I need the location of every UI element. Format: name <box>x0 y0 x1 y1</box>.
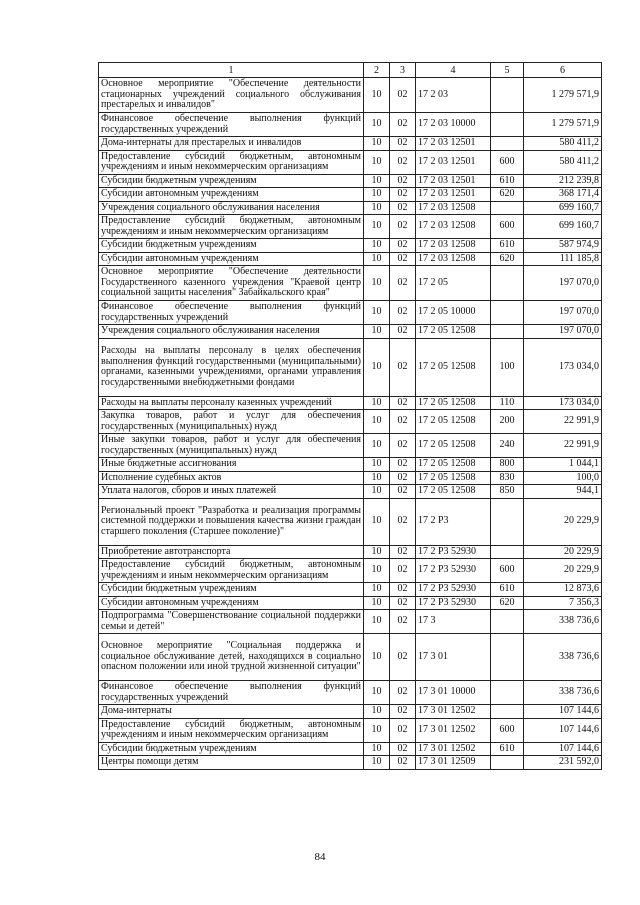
row-c6-cell: 368 171,4 <box>524 188 602 202</box>
row-c6-cell: 197 070,0 <box>524 301 602 325</box>
row-c2-cell: 10 <box>364 545 390 559</box>
row-c4-cell: 17 2 P3 <box>416 498 491 545</box>
row-c5-cell: 850 <box>491 485 524 499</box>
row-c5-cell: 600 <box>491 215 524 239</box>
row-c5-cell <box>491 325 524 339</box>
row-c3-cell: 02 <box>390 471 416 485</box>
row-name-cell: Закупка товаров, работ и услуг для обеспечения государственных (муниципальных) нужд <box>99 410 364 434</box>
row-c3-cell: 02 <box>390 301 416 325</box>
row-name-cell: Основное мероприятие "Социальная поддержка и социальное обслуживание детей, находящихся в социально опасном положении или иной трудной жизненной ситуации" <box>99 634 364 681</box>
row-c4-cell: 17 3 01 12502 <box>416 742 491 756</box>
row-c4-cell: 17 2 03 12501 <box>416 174 491 188</box>
row-c3-cell: 02 <box>390 215 416 239</box>
row-c2-cell: 10 <box>364 756 390 770</box>
table-row <box>99 410 602 434</box>
row-c2-cell: 10 <box>364 239 390 253</box>
row-c6-cell: 580 411,2 <box>524 137 602 151</box>
row-c4-cell: 17 2 05 12508 <box>416 471 491 485</box>
row-c5-cell: 600 <box>491 150 524 174</box>
row-c5-cell: 830 <box>491 471 524 485</box>
row-c6-cell: 944,1 <box>524 485 602 499</box>
row-c5-cell: 620 <box>491 596 524 610</box>
row-name-cell: Уплата налогов, сборов и иных платежей <box>99 485 364 499</box>
row-c3-cell: 02 <box>390 596 416 610</box>
row-c3-cell: 02 <box>390 545 416 559</box>
row-c5-cell: 600 <box>491 559 524 583</box>
row-c2-cell: 10 <box>364 301 390 325</box>
row-c2-cell: 10 <box>364 215 390 239</box>
row-c3-cell: 02 <box>390 485 416 499</box>
column-header: 6 <box>524 63 602 78</box>
row-c2-cell: 10 <box>364 596 390 610</box>
row-c2-cell: 10 <box>364 174 390 188</box>
row-c2-cell: 10 <box>364 338 390 396</box>
row-name-cell: Основное мероприятие "Обеспечение деятельности стационарных учреждений социального обслуживания престарелых и инвалидов" <box>99 78 364 113</box>
row-c4-cell: 17 2 05 <box>416 266 491 301</box>
table-row <box>99 634 602 681</box>
row-c5-cell: 110 <box>491 396 524 410</box>
row-name-cell: Субсидии автономным учреждениям <box>99 252 364 266</box>
row-c5-cell <box>491 266 524 301</box>
row-c5-cell: 610 <box>491 239 524 253</box>
row-c3-cell: 02 <box>390 188 416 202</box>
row-c4-cell: 17 2 05 12508 <box>416 410 491 434</box>
row-c3-cell: 02 <box>390 78 416 113</box>
row-c3-cell: 02 <box>390 239 416 253</box>
row-c6-cell: 580 411,2 <box>524 150 602 174</box>
row-name-cell: Предоставление субсидий бюджетным, автономным учреждениям и иным некоммерческим организациям <box>99 718 364 742</box>
row-c6-cell: 338 736,6 <box>524 634 602 681</box>
row-c4-cell: 17 2 03 12508 <box>416 201 491 215</box>
row-c6-cell: 107 144,6 <box>524 742 602 756</box>
table-row <box>99 681 602 705</box>
row-c5-cell <box>491 301 524 325</box>
row-name-cell: Расходы на выплаты персоналу в целях обеспечения выполнения функций государственными (муниципальными) органами, казенными учреждениями, органами управления государственными внебюджетными фондами <box>99 338 364 396</box>
row-c3-cell: 02 <box>390 396 416 410</box>
row-c4-cell: 17 2 03 12508 <box>416 252 491 266</box>
row-c2-cell: 10 <box>364 458 390 472</box>
row-c2-cell: 10 <box>364 471 390 485</box>
table-row <box>99 174 602 188</box>
row-c2-cell: 10 <box>364 266 390 301</box>
row-name-cell: Основное мероприятие "Обеспечение деятельности Государственного казенного учреждения "Краевой центр социальной защиты населения" Забайкальского края" <box>99 266 364 301</box>
row-c5-cell: 800 <box>491 458 524 472</box>
table-row <box>99 150 602 174</box>
row-c3-cell: 02 <box>390 410 416 434</box>
row-name-cell: Центры помощи детям <box>99 756 364 770</box>
row-name-cell: Дома-интернаты <box>99 705 364 719</box>
row-c4-cell: 17 2 03 <box>416 78 491 113</box>
table-row <box>99 201 602 215</box>
table-row <box>99 498 602 545</box>
table-row <box>99 545 602 559</box>
table-row <box>99 252 602 266</box>
row-c6-cell: 212 239,8 <box>524 174 602 188</box>
row-c3-cell: 02 <box>390 583 416 597</box>
row-c2-cell: 10 <box>364 150 390 174</box>
row-c4-cell: 17 2 05 12508 <box>416 325 491 339</box>
row-name-cell: Субсидии бюджетным учреждениям <box>99 742 364 756</box>
row-c5-cell: 620 <box>491 188 524 202</box>
row-c6-cell: 699 160,7 <box>524 201 602 215</box>
table-row <box>99 718 602 742</box>
row-c4-cell: 17 2 03 12508 <box>416 239 491 253</box>
row-c5-cell: 200 <box>491 410 524 434</box>
row-c6-cell: 173 034,0 <box>524 396 602 410</box>
table-row <box>99 756 602 770</box>
row-c5-cell <box>491 610 524 634</box>
row-c4-cell: 17 2 03 12501 <box>416 188 491 202</box>
row-c6-cell: 197 070,0 <box>524 266 602 301</box>
row-c6-cell: 111 185,8 <box>524 252 602 266</box>
table-row <box>99 78 602 113</box>
row-c6-cell: 1 279 571,9 <box>524 113 602 137</box>
row-c5-cell: 240 <box>491 434 524 458</box>
row-c6-cell: 107 144,6 <box>524 705 602 719</box>
row-c3-cell: 02 <box>390 610 416 634</box>
table-row <box>99 239 602 253</box>
row-c4-cell: 17 2 P3 52930 <box>416 545 491 559</box>
row-name-cell: Расходы на выплаты персоналу казенных учреждений <box>99 396 364 410</box>
column-header: 1 <box>99 63 364 78</box>
row-c3-cell: 02 <box>390 756 416 770</box>
row-c2-cell: 10 <box>364 681 390 705</box>
row-c2-cell: 10 <box>364 78 390 113</box>
row-c4-cell: 17 3 01 10000 <box>416 681 491 705</box>
row-name-cell: Подпрограмма "Совершенствование социальной поддержки семьи и детей" <box>99 610 364 634</box>
row-c5-cell <box>491 756 524 770</box>
row-c5-cell: 600 <box>491 718 524 742</box>
column-header: 5 <box>491 63 524 78</box>
row-name-cell: Субсидии бюджетным учреждениям <box>99 583 364 597</box>
row-c6-cell: 231 592,0 <box>524 756 602 770</box>
table-row <box>99 325 602 339</box>
table-row <box>99 458 602 472</box>
column-header: 2 <box>364 63 390 78</box>
row-c3-cell: 02 <box>390 252 416 266</box>
row-c4-cell: 17 3 01 <box>416 634 491 681</box>
row-c6-cell: 22 991,9 <box>524 410 602 434</box>
row-c2-cell: 10 <box>364 137 390 151</box>
row-c3-cell: 02 <box>390 498 416 545</box>
row-c4-cell: 17 2 05 12508 <box>416 458 491 472</box>
table-row <box>99 559 602 583</box>
row-c4-cell: 17 2 05 12508 <box>416 485 491 499</box>
row-c6-cell: 12 873,6 <box>524 583 602 597</box>
table-row <box>99 188 602 202</box>
row-c3-cell: 02 <box>390 742 416 756</box>
row-c4-cell: 17 2 03 12501 <box>416 137 491 151</box>
row-c5-cell <box>491 498 524 545</box>
row-c5-cell <box>491 137 524 151</box>
table-row <box>99 396 602 410</box>
row-c2-cell: 10 <box>364 634 390 681</box>
row-c5-cell: 610 <box>491 583 524 597</box>
row-c2-cell: 10 <box>364 252 390 266</box>
row-c3-cell: 02 <box>390 201 416 215</box>
row-c2-cell: 10 <box>364 559 390 583</box>
row-c5-cell <box>491 78 524 113</box>
row-name-cell: Иные бюджетные ассигнования <box>99 458 364 472</box>
row-c5-cell: 100 <box>491 338 524 396</box>
row-c6-cell: 1 044,1 <box>524 458 602 472</box>
row-c5-cell: 610 <box>491 742 524 756</box>
row-c3-cell: 02 <box>390 325 416 339</box>
row-name-cell: Учреждения социального обслуживания населения <box>99 201 364 215</box>
row-c6-cell: 338 736,6 <box>524 681 602 705</box>
row-c4-cell: 17 2 03 12501 <box>416 150 491 174</box>
row-c3-cell: 02 <box>390 634 416 681</box>
row-c2-cell: 10 <box>364 188 390 202</box>
page-number: 84 <box>314 851 326 863</box>
row-c6-cell: 1 279 571,9 <box>524 78 602 113</box>
table-row <box>99 583 602 597</box>
column-header: 4 <box>416 63 491 78</box>
row-c5-cell <box>491 634 524 681</box>
row-name-cell: Учреждения социального обслуживания населения <box>99 325 364 339</box>
row-c6-cell: 20 229,9 <box>524 545 602 559</box>
row-c5-cell <box>491 705 524 719</box>
row-c3-cell: 02 <box>390 458 416 472</box>
row-name-cell: Субсидии автономным учреждениям <box>99 596 364 610</box>
row-name-cell: Дома-интернаты для престарелых и инвалидов <box>99 137 364 151</box>
row-c2-cell: 10 <box>364 742 390 756</box>
table-row <box>99 434 602 458</box>
table-row <box>99 705 602 719</box>
row-c4-cell: 17 2 05 12508 <box>416 338 491 396</box>
column-header: 3 <box>390 63 416 78</box>
table-row <box>99 485 602 499</box>
row-name-cell: Субсидии автономным учреждениям <box>99 188 364 202</box>
row-c2-cell: 10 <box>364 498 390 545</box>
table-header-row <box>99 63 602 78</box>
table-row <box>99 113 602 137</box>
row-c3-cell: 02 <box>390 174 416 188</box>
row-c6-cell: 197 070,0 <box>524 325 602 339</box>
row-name-cell: Исполнение судебных актов <box>99 471 364 485</box>
row-c5-cell <box>491 201 524 215</box>
row-c6-cell: 699 160,7 <box>524 215 602 239</box>
row-name-cell: Субсидии бюджетным учреждениям <box>99 174 364 188</box>
row-c2-cell: 10 <box>364 485 390 499</box>
row-name-cell: Финансовое обеспечение выполнения функций государственных учреждений <box>99 301 364 325</box>
row-c6-cell: 20 229,9 <box>524 498 602 545</box>
budget-table <box>98 62 602 770</box>
row-c2-cell: 10 <box>364 325 390 339</box>
table-row <box>99 137 602 151</box>
row-name-cell: Приобретение автотранспорта <box>99 545 364 559</box>
row-name-cell: Предоставление субсидий бюджетным, автономным учреждениям и иным некоммерческим организациям <box>99 559 364 583</box>
row-name-cell: Финансовое обеспечение выполнения функций государственных учреждений <box>99 681 364 705</box>
row-c4-cell: 17 2 P3 52930 <box>416 559 491 583</box>
row-c2-cell: 10 <box>364 113 390 137</box>
row-c2-cell: 10 <box>364 610 390 634</box>
row-c6-cell: 107 144,6 <box>524 718 602 742</box>
row-c3-cell: 02 <box>390 266 416 301</box>
table-row <box>99 266 602 301</box>
row-c2-cell: 10 <box>364 583 390 597</box>
row-c4-cell: 17 3 01 12509 <box>416 756 491 770</box>
row-name-cell: Финансовое обеспечение выполнения функций государственных учреждений <box>99 113 364 137</box>
table-row <box>99 742 602 756</box>
row-c6-cell: 20 229,9 <box>524 559 602 583</box>
row-c5-cell: 610 <box>491 174 524 188</box>
row-c3-cell: 02 <box>390 681 416 705</box>
row-c4-cell: 17 2 P3 52930 <box>416 596 491 610</box>
row-c4-cell: 17 2 05 12508 <box>416 434 491 458</box>
row-c6-cell: 338 736,6 <box>524 610 602 634</box>
row-c5-cell <box>491 545 524 559</box>
row-c3-cell: 02 <box>390 150 416 174</box>
row-c3-cell: 02 <box>390 705 416 719</box>
row-c4-cell: 17 3 01 12502 <box>416 705 491 719</box>
row-name-cell: Субсидии бюджетным учреждениям <box>99 239 364 253</box>
row-c4-cell: 17 2 05 12508 <box>416 396 491 410</box>
row-name-cell: Региональный проект "Разработка и реализация программы системной поддержки и повышения качества жизни граждан старшего поколения (Старшее поколение)" <box>99 498 364 545</box>
row-c5-cell: 620 <box>491 252 524 266</box>
row-c3-cell: 02 <box>390 718 416 742</box>
row-c4-cell: 17 2 03 12508 <box>416 215 491 239</box>
row-c6-cell: 587 974,9 <box>524 239 602 253</box>
table-row <box>99 471 602 485</box>
row-c4-cell: 17 2 03 10000 <box>416 113 491 137</box>
row-c2-cell: 10 <box>364 201 390 215</box>
row-c3-cell: 02 <box>390 338 416 396</box>
row-c4-cell: 17 3 <box>416 610 491 634</box>
row-c3-cell: 02 <box>390 113 416 137</box>
row-c3-cell: 02 <box>390 434 416 458</box>
row-c2-cell: 10 <box>364 705 390 719</box>
table-row <box>99 610 602 634</box>
row-name-cell: Предоставление субсидий бюджетным, автономным учреждениям и иным некоммерческим организациям <box>99 150 364 174</box>
table-row <box>99 215 602 239</box>
row-name-cell: Предоставление субсидий бюджетным, автономным учреждениям и иным некоммерческим организациям <box>99 215 364 239</box>
row-c2-cell: 10 <box>364 434 390 458</box>
table-row <box>99 596 602 610</box>
row-c5-cell <box>491 681 524 705</box>
row-c2-cell: 10 <box>364 396 390 410</box>
row-c6-cell: 7 356,3 <box>524 596 602 610</box>
row-c6-cell: 100,0 <box>524 471 602 485</box>
row-c2-cell: 10 <box>364 410 390 434</box>
row-c3-cell: 02 <box>390 137 416 151</box>
table-row <box>99 338 602 396</box>
table-row <box>99 301 602 325</box>
row-c6-cell: 22 991,9 <box>524 434 602 458</box>
row-c5-cell <box>491 113 524 137</box>
row-c4-cell: 17 3 01 12502 <box>416 718 491 742</box>
row-c4-cell: 17 2 P3 52930 <box>416 583 491 597</box>
row-c4-cell: 17 2 05 10000 <box>416 301 491 325</box>
row-c3-cell: 02 <box>390 559 416 583</box>
row-c6-cell: 173 034,0 <box>524 338 602 396</box>
row-name-cell: Иные закупки товаров, работ и услуг для обеспечения государственных (муниципальных) нужд <box>99 434 364 458</box>
row-c2-cell: 10 <box>364 718 390 742</box>
